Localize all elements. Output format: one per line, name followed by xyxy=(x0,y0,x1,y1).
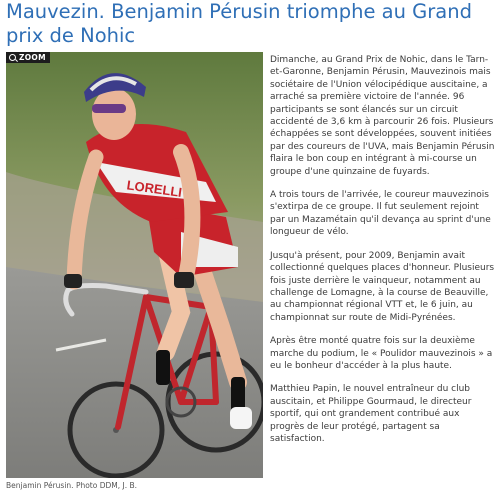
article-title: Mauvezin. Benjamin Pérusin triomphe au Grand prix de Nohic xyxy=(6,0,472,47)
article-paragraph: Après être monté quatre fois sur la deuxième marche du podium, le « Poulidor mauvezinois » a eu le bonheur d'accéder à la plus haute. xyxy=(270,336,493,371)
photo-caption: Benjamin Pérusin. Photo DDM, J. B. xyxy=(6,481,138,490)
article-paragraph: Jusqu'à présent, pour 2009, Benjamin avait collectionné quelques places d'honneur. Plusieurs fois juste derrière le vainqueur, notamment au challenge de Lomagne, à la course de Beauville, au championnat régional VTT et, le 6 juin, au championnat sur route de Midi-Pyrénées. xyxy=(270,250,495,323)
article-paragraph: Dimanche, au Grand Prix de Nohic, dans le Tarn-et-Garonne, Benjamin Pérusin, Mauvezinois mais sociétaire de l'Union vélocipédique auscitaine, a arraché sa première victoire de l'année. 96 participants se sont élancés sur un circuit accidenté de 3,6 km à parcourir 26 fois. Plusieurs échappées se sont développées, souvent initiées par des coureurs de l'UVA, mais Benjamin Pérusin flaira le bon coup en intégrant à mi-course un groupe d'une quinzaine de fuyards. xyxy=(270,55,495,177)
jersey-text: LORELLI xyxy=(125,177,183,200)
cyclist-illustration xyxy=(6,52,263,478)
sunglasses xyxy=(92,104,126,113)
article-paragraph: A trois tours de l'arrivée, le coureur mauvezinois s'extirpa de ce groupe. Il fut seulement rejoint par un Mazamétain qu'il devança au sprint d'une longueur de vélo. xyxy=(270,190,491,238)
rider-head xyxy=(92,88,136,140)
zoom-button[interactable] xyxy=(6,52,50,63)
article-paragraph: Matthieu Papin, le nouvel entraîneur du club auscitain, et Philippe Gourmaud, le directeur sportif, qui ont grandement contribué aux progrès de leur protégé, partagent sa satisfaction. xyxy=(270,384,472,444)
article-photo[interactable] xyxy=(6,52,263,478)
zoom-label: ZOOM xyxy=(19,53,46,62)
road xyxy=(6,267,263,478)
magnifier-icon xyxy=(9,54,16,61)
article-body xyxy=(270,54,496,456)
